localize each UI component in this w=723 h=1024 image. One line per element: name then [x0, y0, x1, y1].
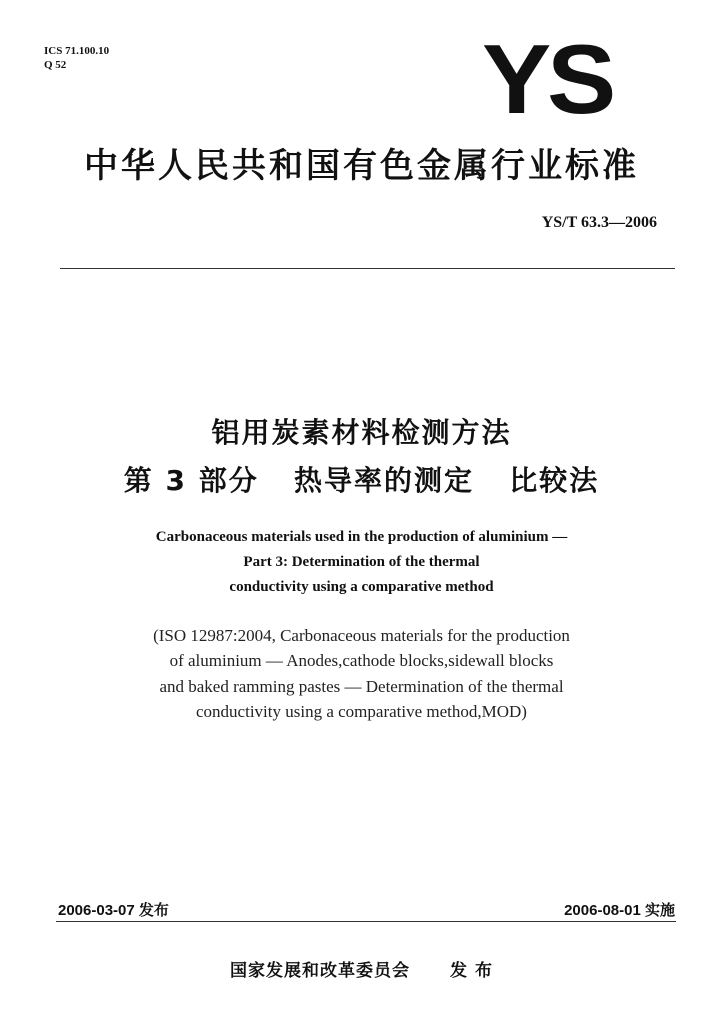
iso-reference-line-2: of aluminium — Anodes,cathode blocks,sidewall blocks — [169, 651, 554, 670]
title-en-line-2: Part 3: Determination of the thermal — [243, 554, 480, 570]
footer-divider — [56, 921, 676, 922]
classification-codes — [44, 44, 109, 72]
issuer — [0, 956, 723, 981]
header-divider — [60, 268, 675, 269]
title-en-line-1: Carbonaceous materials used in the production of aluminium — — [155, 529, 568, 545]
standard-title: 中华人民共和国有色金属行业标准 — [84, 146, 639, 186]
title-cn-line-1: 铝用炭素材料检测方法 — [211, 416, 512, 449]
issuer-name: 国家发展和改革委员会 — [230, 961, 411, 981]
ics-code: ICS 71.100.10 — [44, 45, 110, 57]
title-cn-line-2: 第 3 部分 热导率的测定 比较法 — [123, 464, 600, 497]
effective-date: 2006-08-01 实施 — [564, 902, 675, 919]
iso-reference-line-3: and baked ramming pastes — Determination of the thermal — [159, 677, 564, 696]
title-en-line-3: conductivity using a comparative method — [229, 579, 494, 595]
iso-reference-line-1: (ISO 12987:2004, Carbonaceous materials for the production — [153, 626, 570, 645]
issuer-action: 发 布 — [450, 961, 493, 981]
standard-number: YS/T 63.3—2006 — [541, 214, 657, 231]
iso-reference-line-4: conductivity using a comparative method,MOD) — [196, 702, 527, 721]
publish-date: 2006-03-07 发布 — [58, 902, 169, 919]
ys-logo: YS — [482, 24, 613, 134]
ccs-code: Q 52 — [44, 59, 67, 71]
